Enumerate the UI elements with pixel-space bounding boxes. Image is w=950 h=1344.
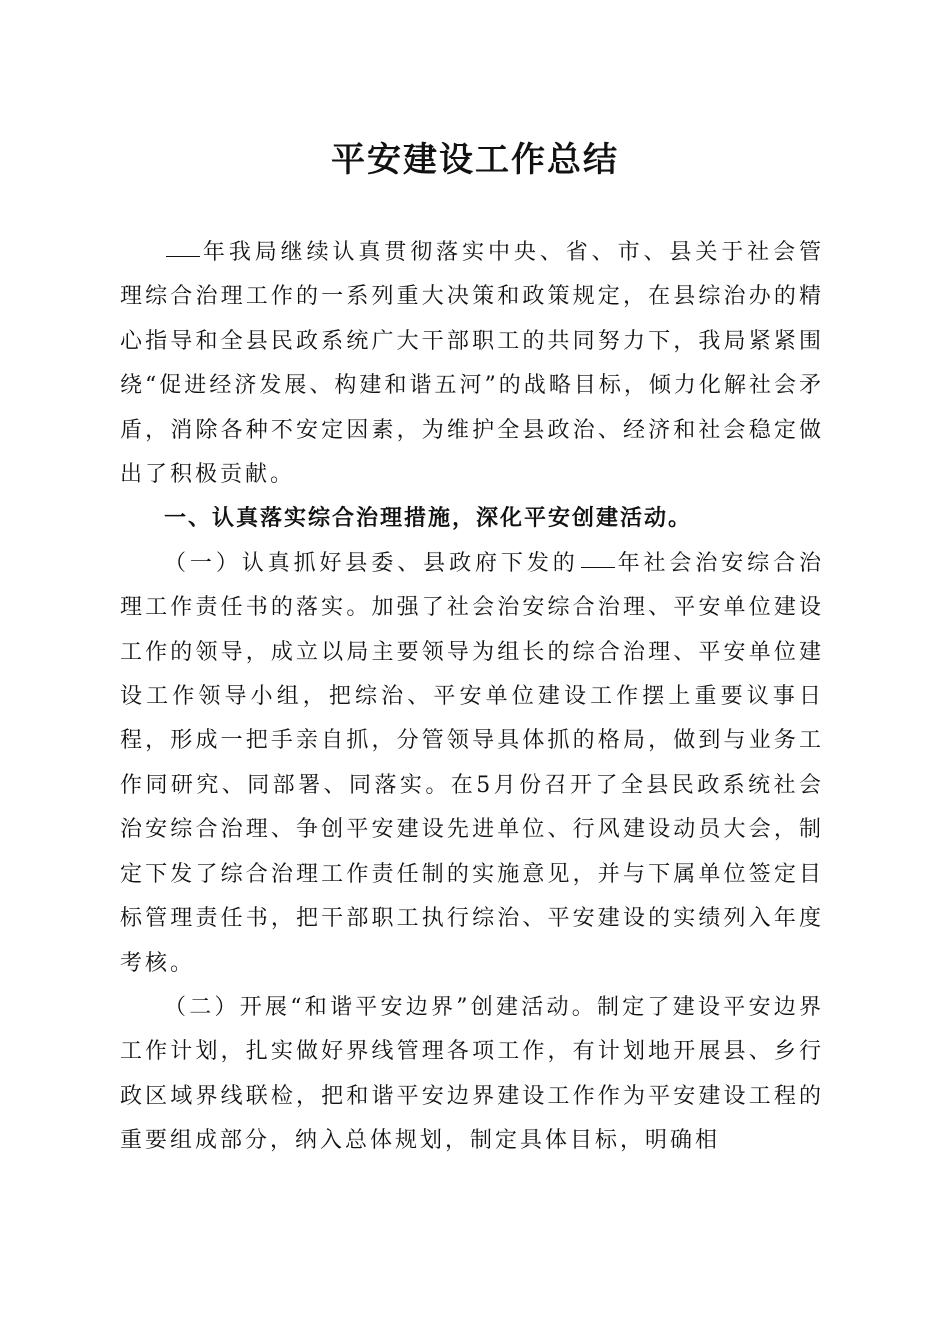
- blank-underline: [166, 255, 200, 257]
- item-1-paragraph: [120, 542, 824, 986]
- document-title: 平安建设工作总结: [331, 140, 619, 180]
- item-1-text-rest: 年社会治安综合治理工作责任书的落实。加强了社会治安综合治理、平安单位建设工作的领导，成立以局主要领导为组长的综合治理、平安单位建设工作领导小组，把综治、平安单位建设工作摆上重要议事日程，形成一把手亲自抓，分管领导具体抓的格局，做到与业务工作同研究、同部署、同落实。在5月份召开了全县民政系统社会治安综合治理、争创平安建设先进单位、行风建设动员大会，制定下发了综合治理工作责任制的实施意见，并与下属单位签定目标管理责任书，把干部职工执行综治、平安建设的实绩列入年度考核。: [120, 550, 824, 976]
- document-body: [120, 231, 824, 1164]
- intro-text: 年我局继续认真贯彻落实中央、省、市、县关于社会管理综合治理工作的一系列重大决策和政策规定，在县综治办的精心指导和全县民政系统广大干部职工的共同努力下，我局紧紧围绕“促进经济发展、构建和谐五河”的战略目标，倾力化解社会矛盾，消除各种不安定因素，为维护全县政治、经济和社会稳定做出了积极贡献。: [120, 240, 824, 488]
- intro-paragraph: [120, 231, 824, 497]
- blank-underline: [581, 566, 615, 568]
- item-2-paragraph: （二）开展“和谐平安边界”创建活动。制定了建设平安边界工作计划，扎实做好界线管理各项工作，有计划地开展县、乡行政区域界线联检，把和谐平安边界建设工作作为平安建设工程的重要组成部分，纳入总体规划，制定具体目标，明确相: [120, 994, 824, 1154]
- item-1-text-start: （一）认真抓好县委、县政府下发的: [164, 550, 579, 576]
- section-heading: 一、认真落实综合治理措施，深化平安创建活动。: [164, 506, 693, 532]
